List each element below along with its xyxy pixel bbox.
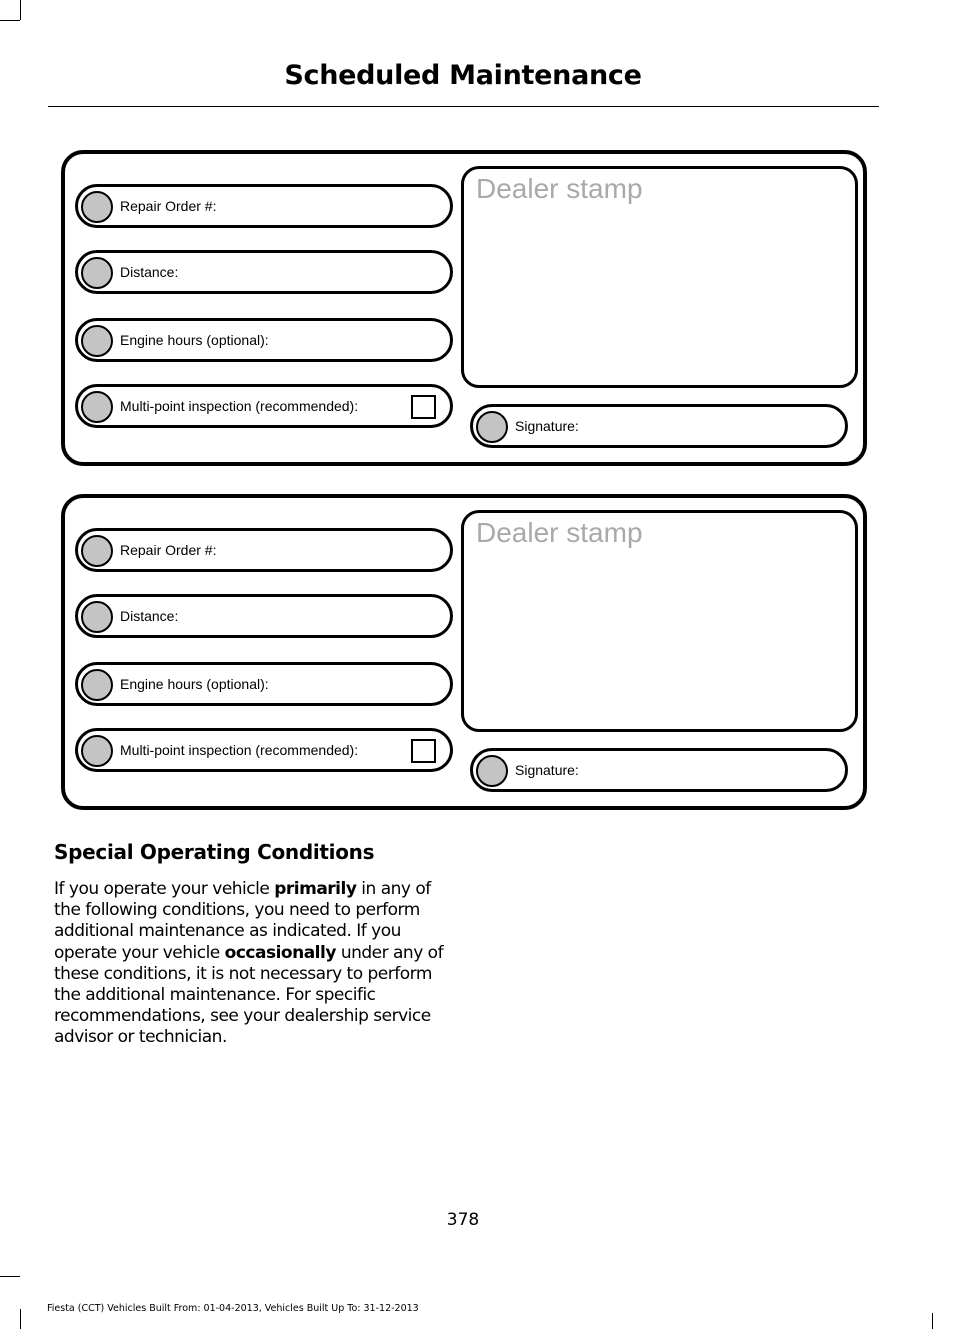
crop-mark [20,0,21,20]
emphasis-occasionally: occasionally [224,942,336,963]
crop-mark [0,1276,20,1277]
body-text: If you operate your vehicle [54,879,275,899]
field-label: Multi-point inspection (recommended): [120,398,359,414]
field-label: Distance: [120,264,179,280]
section-body [54,879,454,1049]
signature-field[interactable] [470,404,848,448]
bullet-circle-icon [81,257,113,289]
page-number: 378 [446,1210,480,1230]
bullet-circle-icon [81,325,113,357]
bullet-circle-icon [81,391,113,423]
bullet-circle-icon [81,191,113,223]
field-label: Repair Order #: [120,542,217,558]
bullet-circle-icon [81,669,113,701]
title-rule [48,106,879,107]
crop-mark [932,1313,933,1329]
repair-order-field[interactable] [75,184,453,228]
page-title: Scheduled Maintenance [284,60,642,91]
field-label: Distance: [120,608,179,624]
dealer-stamp-box [461,510,858,732]
dealer-stamp-label: Dealer stamp [476,173,643,204]
signature-label: Signature: [515,418,579,434]
engine-hours-field[interactable] [75,318,453,362]
section-heading: Special Operating Conditions [54,840,375,864]
signature-field[interactable] [470,748,848,792]
inspection-checkbox[interactable] [411,739,436,763]
bullet-circle-icon [81,735,113,767]
service-record [61,494,867,810]
service-record [61,150,867,466]
crop-mark [20,1309,21,1329]
dealer-stamp-label: Dealer stamp [476,517,643,548]
bullet-circle-icon [81,601,113,633]
distance-field[interactable] [75,250,453,294]
inspection-field [75,728,453,772]
engine-hours-field[interactable] [75,662,453,706]
inspection-checkbox[interactable] [411,395,436,419]
dealer-stamp-box [461,166,858,388]
emphasis-primarily: primarily [274,879,357,899]
distance-field[interactable] [75,594,453,638]
signature-label: Signature: [515,762,579,778]
body-text: in any of the following conditions, you need to perform additional maintenance as indicated. If you operate your vehicle [54,879,431,963]
bullet-circle-icon [476,411,508,443]
repair-order-field[interactable] [75,528,453,572]
field-label: Multi-point inspection (recommended): [120,742,359,758]
field-label: Repair Order #: [120,198,217,214]
crop-mark [0,20,20,21]
bullet-circle-icon [476,755,508,787]
field-label: Engine hours (optional): [120,676,269,692]
bullet-circle-icon [81,535,113,567]
field-label: Engine hours (optional): [120,332,269,348]
inspection-field [75,384,453,428]
body-text: under any of these conditions, it is not necessary to perform the additional maintenance. For specific recommendations, see your dealership service advisor or technician. [54,942,444,1048]
footer-text: Fiesta (CCT) Vehicles Built From: 01-04-2013, Vehicles Built Up To: 31-12-2013 [47,1303,419,1314]
